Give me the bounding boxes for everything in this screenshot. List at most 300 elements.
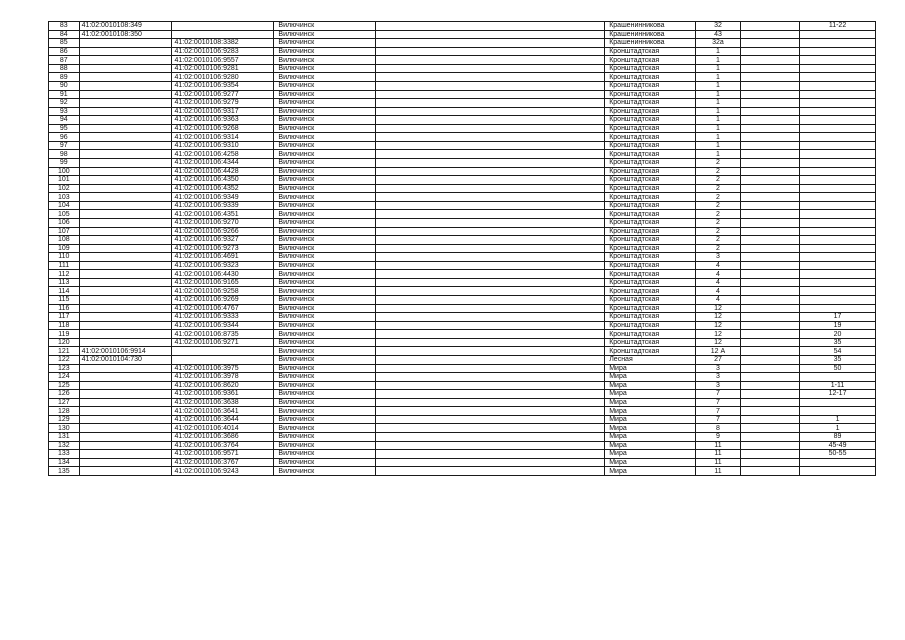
apartment-range (800, 81, 876, 90)
cadastral-number-b: 41:02:0010106:9165 (172, 278, 274, 287)
city-name: Вилючинск (274, 364, 376, 373)
blank-cell (376, 450, 605, 459)
blank-cell (376, 355, 605, 364)
cadastral-number-b: 41:02:0010106:4258 (172, 150, 274, 159)
house-number: 2 (695, 176, 740, 185)
city-name: Вилючинск (274, 30, 376, 39)
blank-cell-2 (741, 424, 800, 433)
cadastral-number-b: 41:02:0010106:3638 (172, 398, 274, 407)
blank-cell (376, 81, 605, 90)
street-name: Кронштадтская (605, 236, 696, 245)
row-number: 117 (49, 313, 80, 322)
city-name: Вилючинск (274, 22, 376, 31)
street-name: Крашенинникова (605, 30, 696, 39)
cadastral-number-b: 41:02:0010106:3644 (172, 415, 274, 424)
blank-cell-2 (741, 39, 800, 48)
cadastral-number-a (79, 159, 172, 168)
cadastral-number-a (79, 210, 172, 219)
cadastral-number-b: 41:02:0010106:9268 (172, 124, 274, 133)
house-number: 12 (695, 304, 740, 313)
row-number: 109 (49, 244, 80, 253)
house-number: 11 (695, 467, 740, 476)
blank-cell (376, 184, 605, 193)
city-name: Вилючинск (274, 458, 376, 467)
street-name: Мира (605, 424, 696, 433)
apartment-range (800, 90, 876, 99)
cadastral-number-b (172, 355, 274, 364)
house-number: 1 (695, 141, 740, 150)
street-name: Кронштадтская (605, 347, 696, 356)
city-name: Вилючинск (274, 441, 376, 450)
apartment-range (800, 124, 876, 133)
cadastral-number-b: 41:02:0010106:4428 (172, 167, 274, 176)
apartment-range (800, 296, 876, 305)
street-name: Кронштадтская (605, 261, 696, 270)
cadastral-number-a (79, 64, 172, 73)
street-name: Кронштадтская (605, 116, 696, 125)
apartment-range: 50-55 (800, 450, 876, 459)
city-name: Вилючинск (274, 210, 376, 219)
table-row (49, 261, 876, 270)
cadastral-number-b: 41:02:0010106:9283 (172, 47, 274, 56)
street-name: Мира (605, 458, 696, 467)
city-name: Вилючинск (274, 313, 376, 322)
house-number: 3 (695, 253, 740, 262)
apartment-range (800, 278, 876, 287)
house-number: 1 (695, 56, 740, 65)
street-name: Мира (605, 398, 696, 407)
cadastral-number-b: 41:02:0010106:8620 (172, 381, 274, 390)
blank-cell-2 (741, 159, 800, 168)
city-name: Вилючинск (274, 407, 376, 416)
house-number: 1 (695, 73, 740, 82)
blank-cell (376, 218, 605, 227)
apartment-range (800, 116, 876, 125)
row-number: 119 (49, 330, 80, 339)
street-name: Кронштадтская (605, 253, 696, 262)
blank-cell-2 (741, 347, 800, 356)
blank-cell-2 (741, 141, 800, 150)
street-name: Мира (605, 415, 696, 424)
row-number: 115 (49, 296, 80, 305)
city-name: Вилючинск (274, 218, 376, 227)
house-number: 2 (695, 244, 740, 253)
apartment-range (800, 467, 876, 476)
cadastral-number-b (172, 30, 274, 39)
city-name: Вилючинск (274, 373, 376, 382)
row-number: 104 (49, 201, 80, 210)
house-number: 2 (695, 159, 740, 168)
apartment-range: 20 (800, 330, 876, 339)
house-number: 4 (695, 270, 740, 279)
street-name: Кронштадтская (605, 73, 696, 82)
table-row (49, 244, 876, 253)
city-name: Вилючинск (274, 47, 376, 56)
city-name: Вилючинск (274, 99, 376, 108)
apartment-range: 50 (800, 364, 876, 373)
cadastral-number-a (79, 321, 172, 330)
cadastral-number-b: 41:02:0010106:4691 (172, 253, 274, 262)
apartment-range (800, 73, 876, 82)
row-number: 105 (49, 210, 80, 219)
blank-cell (376, 56, 605, 65)
cadastral-number-a (79, 278, 172, 287)
city-name: Вилючинск (274, 390, 376, 399)
table-row (49, 355, 876, 364)
cadastral-number-b: 41:02:0010106:4350 (172, 176, 274, 185)
cadastral-number-b: 41:02:0010106:9258 (172, 287, 274, 296)
row-number: 87 (49, 56, 80, 65)
house-number: 8 (695, 424, 740, 433)
table-row (49, 321, 876, 330)
house-number: 1 (695, 81, 740, 90)
city-name: Вилючинск (274, 159, 376, 168)
street-name: Мира (605, 450, 696, 459)
table-row (49, 458, 876, 467)
table-row (49, 30, 876, 39)
blank-cell-2 (741, 133, 800, 142)
city-name: Вилючинск (274, 330, 376, 339)
row-number: 114 (49, 287, 80, 296)
cadastral-number-a (79, 407, 172, 416)
street-name: Кронштадтская (605, 287, 696, 296)
street-name: Кронштадтская (605, 227, 696, 236)
cadastral-number-b: 41:02:0010106:3764 (172, 441, 274, 450)
apartment-range (800, 261, 876, 270)
cadastral-number-b: 41:02:0010106:9349 (172, 193, 274, 202)
apartment-range (800, 253, 876, 262)
blank-cell-2 (741, 355, 800, 364)
street-name: Кронштадтская (605, 296, 696, 305)
table-row (49, 236, 876, 245)
cadastral-number-a (79, 124, 172, 133)
table-row (49, 373, 876, 382)
blank-cell (376, 227, 605, 236)
table-row (49, 159, 876, 168)
blank-cell-2 (741, 56, 800, 65)
cadastral-number-b: 41:02:0010106:4767 (172, 304, 274, 313)
blank-cell (376, 90, 605, 99)
cadastral-number-a (79, 415, 172, 424)
blank-cell-2 (741, 278, 800, 287)
apartment-range (800, 47, 876, 56)
blank-cell-2 (741, 218, 800, 227)
blank-cell-2 (741, 47, 800, 56)
row-number: 121 (49, 347, 80, 356)
house-number: 1 (695, 150, 740, 159)
apartment-range (800, 398, 876, 407)
city-name: Вилючинск (274, 381, 376, 390)
city-name: Вилючинск (274, 304, 376, 313)
blank-cell (376, 313, 605, 322)
row-number: 129 (49, 415, 80, 424)
blank-cell (376, 390, 605, 399)
street-name: Кронштадтская (605, 313, 696, 322)
table-row (49, 313, 876, 322)
cadastral-number-a (79, 424, 172, 433)
row-number: 126 (49, 390, 80, 399)
street-name: Кронштадтская (605, 278, 696, 287)
row-number: 86 (49, 47, 80, 56)
apartment-range (800, 458, 876, 467)
city-name: Вилючинск (274, 261, 376, 270)
blank-cell-2 (741, 99, 800, 108)
blank-cell-2 (741, 193, 800, 202)
street-name: Крашенинникова (605, 22, 696, 31)
city-name: Вилючинск (274, 64, 376, 73)
cadastral-number-b: 41:02:0010106:9314 (172, 133, 274, 142)
cadastral-number-a (79, 47, 172, 56)
table-row (49, 39, 876, 48)
street-name: Кронштадтская (605, 210, 696, 219)
apartment-range (800, 167, 876, 176)
row-number: 106 (49, 218, 80, 227)
row-number: 122 (49, 355, 80, 364)
house-number: 43 (695, 30, 740, 39)
blank-cell-2 (741, 253, 800, 262)
apartment-range (800, 30, 876, 39)
cadastral-number-a (79, 467, 172, 476)
blank-cell (376, 458, 605, 467)
table-row (49, 90, 876, 99)
apartment-range (800, 270, 876, 279)
cadastral-number-a (79, 73, 172, 82)
blank-cell (376, 441, 605, 450)
cadastral-number-a (79, 201, 172, 210)
table-row (49, 73, 876, 82)
apartment-range (800, 39, 876, 48)
house-number: 12 (695, 330, 740, 339)
row-number: 113 (49, 278, 80, 287)
apartment-range: 35 (800, 338, 876, 347)
blank-cell-2 (741, 364, 800, 373)
house-number: 12 А (695, 347, 740, 356)
row-number: 127 (49, 398, 80, 407)
street-name: Мира (605, 407, 696, 416)
city-name: Вилючинск (274, 467, 376, 476)
cadastral-number-b: 41:02:0010106:3641 (172, 407, 274, 416)
row-number: 132 (49, 441, 80, 450)
blank-cell (376, 287, 605, 296)
house-number: 1 (695, 47, 740, 56)
street-name: Кронштадтская (605, 330, 696, 339)
street-name: Мира (605, 364, 696, 373)
table-row (49, 296, 876, 305)
table-row (49, 150, 876, 159)
blank-cell (376, 321, 605, 330)
row-number: 88 (49, 64, 80, 73)
blank-cell (376, 347, 605, 356)
city-name: Вилючинск (274, 424, 376, 433)
cadastral-number-b: 41:02:0010106:9354 (172, 81, 274, 90)
cadastral-number-b: 41:02:0010106:9557 (172, 56, 274, 65)
street-name: Кронштадтская (605, 244, 696, 253)
blank-cell (376, 270, 605, 279)
cadastral-number-a (79, 330, 172, 339)
table-row (49, 287, 876, 296)
apartment-range (800, 201, 876, 210)
table-row (49, 116, 876, 125)
cadastral-number-b: 41:02:0010106:9270 (172, 218, 274, 227)
row-number: 99 (49, 159, 80, 168)
street-name: Мира (605, 390, 696, 399)
city-name: Вилючинск (274, 176, 376, 185)
city-name: Вилючинск (274, 201, 376, 210)
row-number: 110 (49, 253, 80, 262)
city-name: Вилючинск (274, 287, 376, 296)
table-row (49, 141, 876, 150)
blank-cell-2 (741, 398, 800, 407)
cadastral-number-b: 41:02:0010106:4014 (172, 424, 274, 433)
cadastral-number-b: 41:02:0010106:9323 (172, 261, 274, 270)
blank-cell-2 (741, 236, 800, 245)
table-row (49, 304, 876, 313)
blank-cell (376, 39, 605, 48)
street-name: Кронштадтская (605, 107, 696, 116)
blank-cell (376, 73, 605, 82)
city-name: Вилючинск (274, 398, 376, 407)
cadastral-number-b: 41:02:0010106:3975 (172, 364, 274, 373)
blank-cell-2 (741, 201, 800, 210)
blank-cell (376, 159, 605, 168)
apartment-range (800, 64, 876, 73)
table-row (49, 424, 876, 433)
blank-cell (376, 236, 605, 245)
row-number: 107 (49, 227, 80, 236)
cadastral-number-b: 41:02:0010106:3767 (172, 458, 274, 467)
street-name: Кронштадтская (605, 81, 696, 90)
row-number: 85 (49, 39, 80, 48)
street-name: Лесная (605, 355, 696, 364)
row-number: 93 (49, 107, 80, 116)
city-name: Вилючинск (274, 133, 376, 142)
apartment-range (800, 141, 876, 150)
blank-cell-2 (741, 244, 800, 253)
blank-cell (376, 99, 605, 108)
cadastral-number-a (79, 381, 172, 390)
table-row (49, 398, 876, 407)
blank-cell-2 (741, 304, 800, 313)
apartment-range (800, 150, 876, 159)
city-name: Вилючинск (274, 236, 376, 245)
apartment-range (800, 244, 876, 253)
row-number: 134 (49, 458, 80, 467)
cadastral-number-a: 41:02:0010108:349 (79, 22, 172, 31)
apartment-range (800, 407, 876, 416)
house-number: 32 (695, 22, 740, 31)
blank-cell-2 (741, 210, 800, 219)
row-number: 112 (49, 270, 80, 279)
row-number: 98 (49, 150, 80, 159)
row-number: 111 (49, 261, 80, 270)
street-name: Кронштадтская (605, 218, 696, 227)
city-name: Вилючинск (274, 124, 376, 133)
blank-cell-2 (741, 184, 800, 193)
house-number: 4 (695, 278, 740, 287)
blank-cell (376, 47, 605, 56)
row-number: 89 (49, 73, 80, 82)
row-number: 101 (49, 176, 80, 185)
house-number: 2 (695, 210, 740, 219)
blank-cell (376, 167, 605, 176)
city-name: Вилючинск (274, 253, 376, 262)
city-name: Вилючинск (274, 167, 376, 176)
blank-cell-2 (741, 338, 800, 347)
blank-cell (376, 415, 605, 424)
blank-cell (376, 107, 605, 116)
table-row (49, 441, 876, 450)
house-number: 7 (695, 398, 740, 407)
row-number: 102 (49, 184, 80, 193)
house-number: 1 (695, 64, 740, 73)
city-name: Вилючинск (274, 81, 376, 90)
cadastral-number-b: 41:02:0010106:9243 (172, 467, 274, 476)
apartment-range: 12-17 (800, 390, 876, 399)
blank-cell (376, 141, 605, 150)
cadastral-number-b: 41:02:0010106:9266 (172, 227, 274, 236)
apartment-range: 45-49 (800, 441, 876, 450)
cadastral-number-a (79, 296, 172, 305)
apartment-range: 11-22 (800, 22, 876, 31)
blank-cell-2 (741, 150, 800, 159)
street-name: Кронштадтская (605, 47, 696, 56)
row-number: 100 (49, 167, 80, 176)
row-number: 133 (49, 450, 80, 459)
apartment-range (800, 304, 876, 313)
house-number: 1 (695, 99, 740, 108)
table-row (49, 47, 876, 56)
row-number: 135 (49, 467, 80, 476)
cadastral-number-a (79, 99, 172, 108)
house-number: 7 (695, 407, 740, 416)
blank-cell-2 (741, 390, 800, 399)
blank-cell-2 (741, 321, 800, 330)
cadastral-number-a (79, 270, 172, 279)
table-row (49, 270, 876, 279)
street-name: Кронштадтская (605, 201, 696, 210)
cadastral-number-a (79, 107, 172, 116)
city-name: Вилючинск (274, 338, 376, 347)
row-number: 83 (49, 22, 80, 31)
street-name: Мира (605, 433, 696, 442)
blank-cell (376, 64, 605, 73)
blank-cell (376, 364, 605, 373)
street-name: Кронштадтская (605, 99, 696, 108)
street-name: Мира (605, 373, 696, 382)
street-name: Кронштадтская (605, 150, 696, 159)
row-number: 103 (49, 193, 80, 202)
table-row (49, 338, 876, 347)
street-name: Крашенинникова (605, 39, 696, 48)
table-row (49, 253, 876, 262)
row-number: 92 (49, 99, 80, 108)
cadastral-number-a (79, 141, 172, 150)
blank-cell (376, 150, 605, 159)
blank-cell-2 (741, 415, 800, 424)
blank-cell (376, 424, 605, 433)
cadastral-number-a (79, 56, 172, 65)
apartment-range: 17 (800, 313, 876, 322)
city-name: Вилючинск (274, 347, 376, 356)
street-name: Кронштадтская (605, 159, 696, 168)
city-name: Вилючинск (274, 321, 376, 330)
blank-cell-2 (741, 167, 800, 176)
apartment-range: 35 (800, 355, 876, 364)
cadastral-number-a (79, 364, 172, 373)
city-name: Вилючинск (274, 73, 376, 82)
table-row (49, 450, 876, 459)
cadastral-number-a: 41:02:0010106:9914 (79, 347, 172, 356)
